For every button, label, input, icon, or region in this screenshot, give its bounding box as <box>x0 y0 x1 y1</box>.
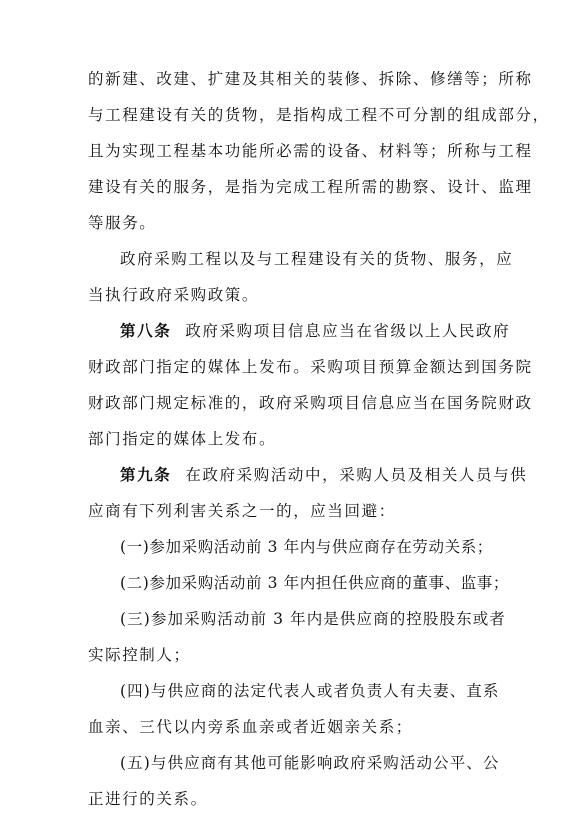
text-line: 与工程建设有关的货物，是指构成工程不可分割的组成部分， <box>88 106 550 124</box>
text-line: 血亲、三代以内旁系血亲或者近姻亲关系； <box>88 718 413 736</box>
article-line <box>120 320 511 342</box>
article-line <box>120 464 528 486</box>
text-line: 应商有下列利害关系之一的，应当回避： <box>88 502 396 520</box>
text-line: 当执行政府采购政策。 <box>88 286 260 304</box>
text-span: 在政府采购活动中，采购人员及相关人员与供 <box>185 466 528 484</box>
article-heading: 第八条 <box>120 321 172 340</box>
text-line: (三)参加采购活动前 3 年内是供应商的控股股东或者 <box>120 610 506 628</box>
text-line: 正进行的关系。 <box>88 790 208 808</box>
text-line: (五)与供应商有其他可能影响政府采购活动公平、公 <box>120 754 500 772</box>
text-line: 财政部门规定标准的，政府采购项目信息应当在国务院财政 <box>88 394 533 412</box>
text-line: (四)与供应商的法定代表人或者负责人有夫妻、直系 <box>120 682 500 700</box>
text-line: (一)参加采购活动前 3 年内与供应商存在劳动关系； <box>120 538 493 556</box>
text-line: 等服务。 <box>88 214 157 232</box>
text-line: (二)参加采购活动前 3 年内担任供应商的董事、监事； <box>120 574 510 592</box>
text-line: 实际控制人； <box>88 646 191 664</box>
text-line: 财政部门指定的媒体上发布。采购项目预算金额达到国务院 <box>88 358 533 376</box>
article-heading: 第九条 <box>120 465 172 484</box>
text-line: 政府采购工程以及与工程建设有关的货物、服务，应 <box>120 250 514 268</box>
text-line: 部门指定的媒体上发布。 <box>88 430 277 448</box>
text-line: 的新建、改建、扩建及其相关的装修、拆除、修缮等；所称 <box>88 70 533 88</box>
text-line: 且为实现工程基本功能所必需的设备、材料等；所称与工程 <box>88 142 533 160</box>
text-line: 建设有关的服务，是指为完成工程所需的勘察、设计、监理 <box>88 178 533 196</box>
text-span: 政府采购项目信息应当在省级以上人民政府 <box>185 322 511 340</box>
